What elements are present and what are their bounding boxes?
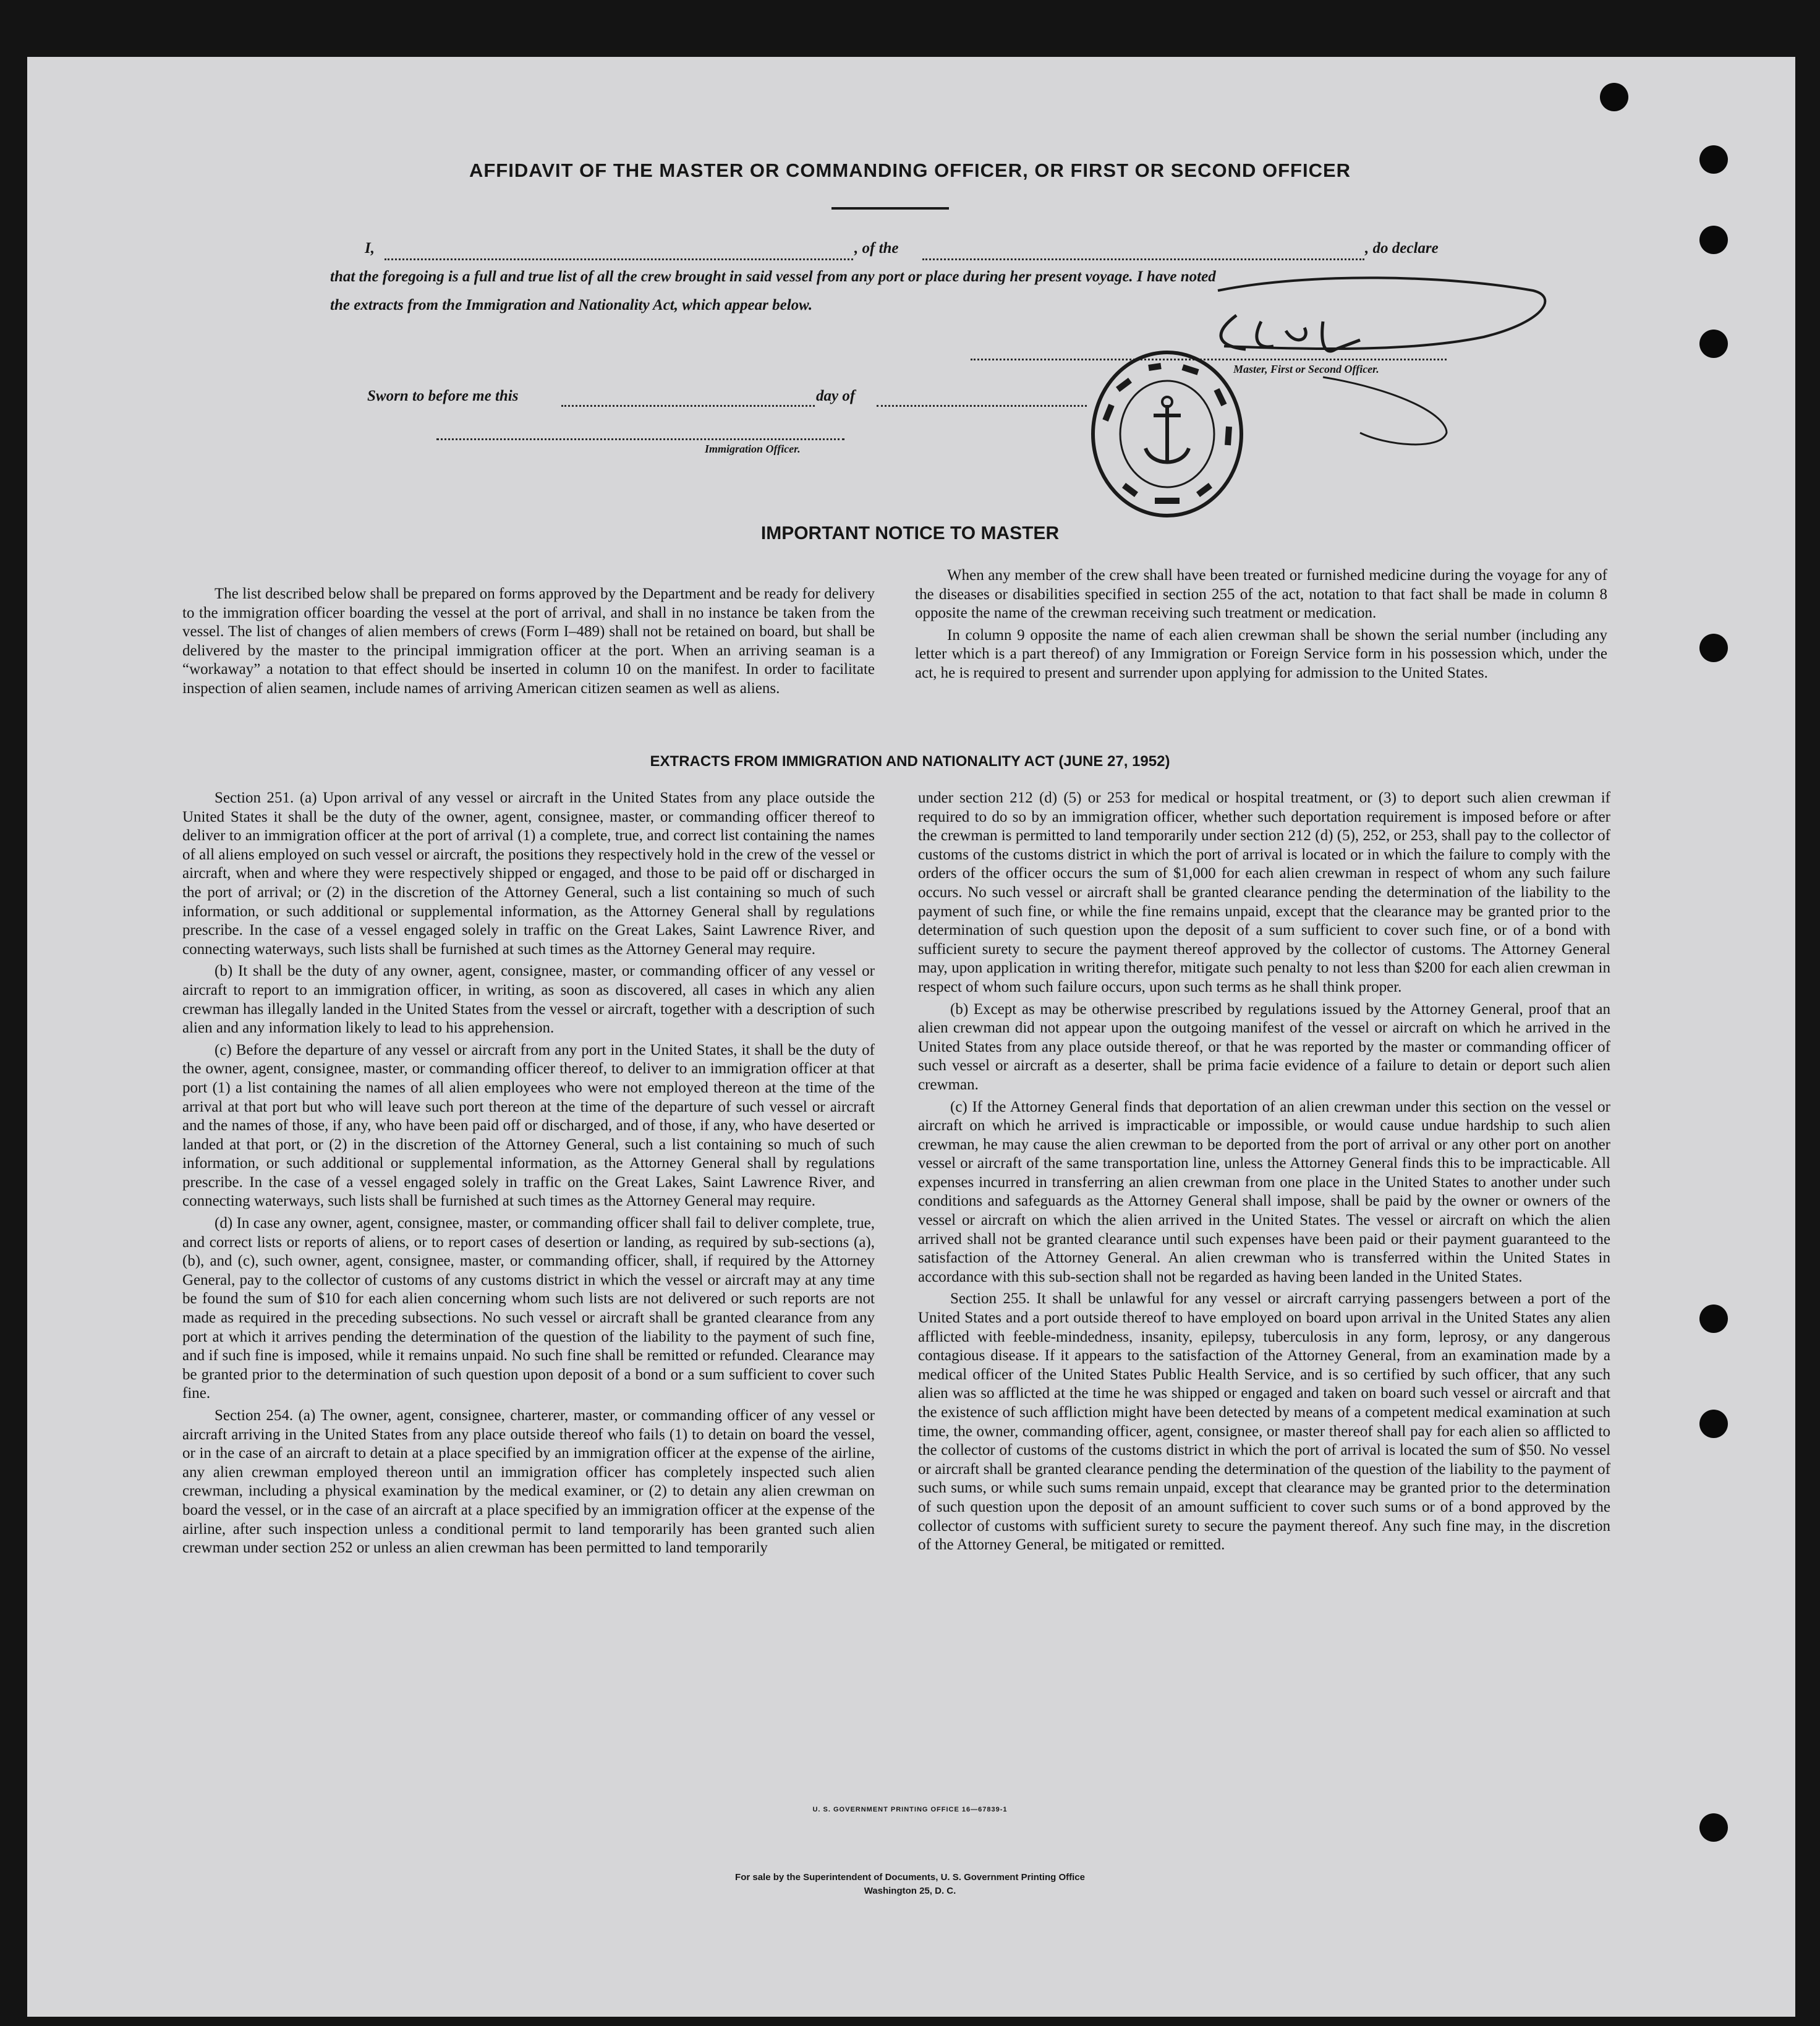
immigration-officer-caption: Immigration Officer. xyxy=(705,443,801,455)
day-of-label: day of xyxy=(816,388,856,404)
affidavit-title: AFFIDAVIT OF THE MASTER OR COMMANDING OFFICER, OR FIRST OR SECOND OFFICER xyxy=(469,160,1351,181)
signature-caption: Master, First or Second Officer. xyxy=(1233,363,1379,375)
binder-hole xyxy=(1699,226,1728,254)
extract-paragraph: (b) It shall be the duty of any owner, agent, consignee, master, or commanding officer of any vessel or aircraft to report to an immigration officer, in writing, as soon as discovered, all cases in which any alien crewman has illegally landed in the United States from the vessel or aircraft, together with a description of such alien and any information likely to lead to his apprehension. xyxy=(182,963,875,1037)
declare-label: , do declare xyxy=(1365,240,1439,257)
sworn-label: Sworn to before me this xyxy=(367,388,519,404)
title-rule xyxy=(831,207,949,210)
extract-paragraph: under section 212 (d) (5) or 253 for medical or hospital treatment, or (3) to deport such alien crewman if required to do so by an immigration officer, whether such deportation requirement is imposed before or after the crewman is permitted to land temporarily under section 212 (d) (5), 252, or 253, shall pay to the collector of customs of the customs district in which the port of arrival is located or in which the failure to comply with the orders of the officer occurs the sum of $1,000 for each alien crewman in respect of whom any such failure occurs. No such vessel or aircraft shall be granted clearance pending the determination of the liability to the payment of such fine, or while the fine remains unpaid, except that the clearance may be granted prior to the determination of such question upon the deposit of a sum sufficient to cover such fine, or of a bond with sufficient surety to secure the payment thereof approved by the collector of customs. The Attorney General may, upon application in writing therefor, mitigate such penalty to not less than $200 for each alien crewman in respect of whom such failure occurs, upon such terms as he shall think proper. xyxy=(918,790,1610,995)
affidavit-statement-line: the extracts from the Immigration and Nationality Act, which appear below. xyxy=(330,297,813,313)
extract-paragraph: Section 255. It shall be unlawful for any vessel or aircraft carrying passengers between a port of the United States and a port outside thereof to have employed on board upon arrival in the United States any alien afflicted with feeble-mindedness, insanity, epilepsy, tuberculosis in any form, leprosy, or any dangerous contagious disease. If it appears to the satisfaction of the Attorney General, from an examination made by a medical officer of the United States Public Health Service, and is so certified by such officer, that any such alien was so afflicted at the time he was shipped or engaged and taken on board such vessel or aircraft and that the existence of such affliction might have been detected by means of a competent medical examination at such time, the owner, commanding officer, agent, consignee, or master thereof shall pay for each alien so afflicted to the collector of customs of the customs district in which the port of arrival is located the sum of $50. No vessel or aircraft shall be granted clearance pending the determination of the question of the liability to the payment of such sums, or while such sums remain unpaid, except that clearance may be granted prior to the determination of such question upon the deposit of an amount sufficient to cover such sums or of a bond approved by the collector of customs with sufficient surety to secure the payment thereof. Any such fine may, in the discretion of the Attorney General, be mitigated or remitted. xyxy=(918,1290,1610,1554)
address-line: Washington 25, D. C. xyxy=(864,1886,956,1896)
binder-hole xyxy=(1699,634,1728,662)
notice-title: IMPORTANT NOTICE TO MASTER xyxy=(760,523,1060,543)
extracts-right-column xyxy=(918,789,1610,1558)
extracts-title: EXTRACTS FROM IMMIGRATION AND NATIONALITY ACT (JUNE 27, 1952) xyxy=(650,753,1170,770)
extract-paragraph: (b) Except as may be otherwise prescribed by regulations issued by the Attorney General, proof that an alien crewman did not appear upon the outgoing manifest of the vessel or aircraft on which he arrived in the United States from any place outside thereof, or that he was reported by the master or commanding officer of such vessel or aircraft as a deserter, shall be prima facie evidence of a failure to detain or deport such alien crewman. xyxy=(918,1000,1610,1093)
binder-hole xyxy=(1699,1813,1728,1842)
extracts-left-column xyxy=(182,789,875,1561)
company-stamp xyxy=(1081,346,1254,526)
extract-paragraph: (c) Before the departure of any vessel or aircraft from any port in the United States, it shall be the duty of the owner, agent, consignee, master, or commanding officer thereof, to deliver to an immigration officer at that port (1) a list containing the names of all alien employees who were not employed thereon at the time of the arrival at that port but who will leave such port thereon at the time of the departure of such vessel or aircraft and the names of those, if any, who have been paid off or discharged, and of those, if any, who have deserted or landed at that port, or (2) in the discretion of the Attorney General, such a list containing so much of such information, or such additional or supplemental information, as the Attorney General shall by regulations prescribe. In the case of a vessel engaged solely in traffic on the Great Lakes, Saint Lawrence River, and connecting waterways, such lists shall be furnished at such times as the Attorney General may require. xyxy=(182,1041,875,1210)
notice-paragraph: The list described below shall be prepared on forms approved by the Department and be ready for delivery to the immigration officer boarding the vessel at the port of arrival, and shall in no instance be taken from the vessel. The list of changes of alien members of crews (Form I–489) shall not be retained on board, but shall be delivered by the master to the principal immigration officer at the port. When an arriving seaman is a “workaway” a notation to that effect should be inserted in column 10 on the manifest. In order to facilitate inspection of alien seamen, include names of arriving American citizen seamen as well as aliens. xyxy=(182,585,875,697)
declarant-name-field[interactable] xyxy=(385,258,853,260)
printing-office-line: U. S. GOVERNMENT PRINTING OFFICE 16—67839-1 xyxy=(812,1806,1008,1813)
notice-paragraph: In column 9 opposite the name of each alien crewman shall be shown the serial number (including any letter which is a part thereof) of any Immigration or Foreign Service form in his possession which, under the act, he is required to present and surrender upon applying for admission to the United States. xyxy=(915,626,1607,681)
immigration-officer-line xyxy=(436,438,844,440)
notice-paragraph: When any member of the crew shall have been treated or furnished medicine during the voyage for any of the diseases or disabilities specified in section 255 of the act, notation to that fact shall be made in column 8 opposite the name of the crewman receiving such treatment or medication. xyxy=(915,567,1607,622)
extract-paragraph: (c) If the Attorney General finds that deportation of an alien crewman under this section on the vessel or aircraft on which he arrived is impracticable or impossible, or would cause undue hardship to such alien crewman, he may cause the alien crewman to be deported from the port of arrival or any other port on another vessel or aircraft of the same transportation line, unless the Attorney General finds this to be impracticable. All expenses incurred in transferring an alien crewman from one place in the United States to another under such conditions and safeguards as the Attorney General shall impose, shall be paid by the owner or owners of the vessel or aircraft on which the alien arrived in the United States. The vessel or aircraft on which the alien arrived shall not be granted clearance until such expenses have been paid or their payment guaranteed to the satisfaction of the Attorney General. An alien crewman who is transferred within the United States in accordance with this sub-section shall not be regarded as having been landed in the United States. xyxy=(918,1098,1610,1285)
notice-left-column xyxy=(182,585,875,702)
notice-right-column xyxy=(915,566,1607,686)
affidavit-statement-line: that the foregoing is a full and true list of all the crew brought in said vessel from any port or place during her present voyage. I have noted xyxy=(330,268,1216,285)
vessel-label: , of the xyxy=(854,240,899,257)
binder-hole xyxy=(1600,83,1628,111)
extract-paragraph: Section 251. (a) Upon arrival of any vessel or aircraft in the United States from any place outside the United States it shall be the duty of the owner, agent, consignee, master, or commanding officer thereof to deliver to an immigration officer at the port of arrival (1) a complete, true, and correct list containing the names of all aliens employed on such vessel or aircraft, the positions they respectively hold in the crew of the vessel or aircraft, when and where they were respectively shipped or engaged, and those to be paid off or discharged in the port of arrival; or (2) in the discretion of the Attorney General, such a list containing so much of such information, or such additional or supplemental information, as the Attorney General shall by regulations prescribe. In the case of a vessel engaged solely in traffic on the Great Lakes, Saint Lawrence River, and connecting waterways, such lists shall be furnished at such times as the Attorney General may require. xyxy=(182,790,875,958)
binder-hole xyxy=(1699,1410,1728,1438)
extract-paragraph: Section 254. (a) The owner, agent, consignee, charterer, master, or commanding officer of any vessel or aircraft arriving in the United States from any place outside thereof who fails (1) to detain on board the vessel, or in the case of an aircraft to detain at a place specified by an immigration officer at the expense of the airline, any alien crewman employed thereon until an immigration officer has completely inspected such alien crewman, including a physical examination by the medical examiner, or (2) to detain any alien crewman on board the vessel, or in the case of an aircraft at a place specified by an immigration officer at the expense of the airline, after such inspection unless a conditional permit to land temporarily has been granted such alien crewman under section 252 or unless an alien crewman has been permitted to land temporarily xyxy=(182,1407,875,1557)
declarant-label: I, xyxy=(365,240,375,257)
sworn-day-field[interactable] xyxy=(561,405,815,407)
binder-hole xyxy=(1699,330,1728,358)
for-sale-line: For sale by the Superintendent of Documents, U. S. Government Printing Office xyxy=(735,1872,1085,1883)
binder-hole xyxy=(1699,1305,1728,1333)
extract-paragraph: (d) In case any owner, agent, consignee, master, or commanding officer shall fail to deliver complete, true, and correct lists or reports of aliens, or to report cases of desertion or landing, as required by sub-sections (a), (b), and (c), such owner, agent, consignee, master, or commanding officer, shall, if required by the Attorney General, pay to the collector of customs of any customs district in which the vessel or aircraft may at any time be found the sum of $10 for each alien concerning whom such lists are not delivered or such reports are not made as required in the preceding subsections. No such vessel or aircraft shall be granted clearance from any port at which it arrives pending the determination of the question of the liability to the payment of such fine, and if such fine is imposed, while it remains unpaid. No such fine shall be remitted or refunded. Clearance may be granted prior to the determination of such question upon deposit of a bond or a sum sufficient to cover such fine. xyxy=(182,1215,875,1402)
